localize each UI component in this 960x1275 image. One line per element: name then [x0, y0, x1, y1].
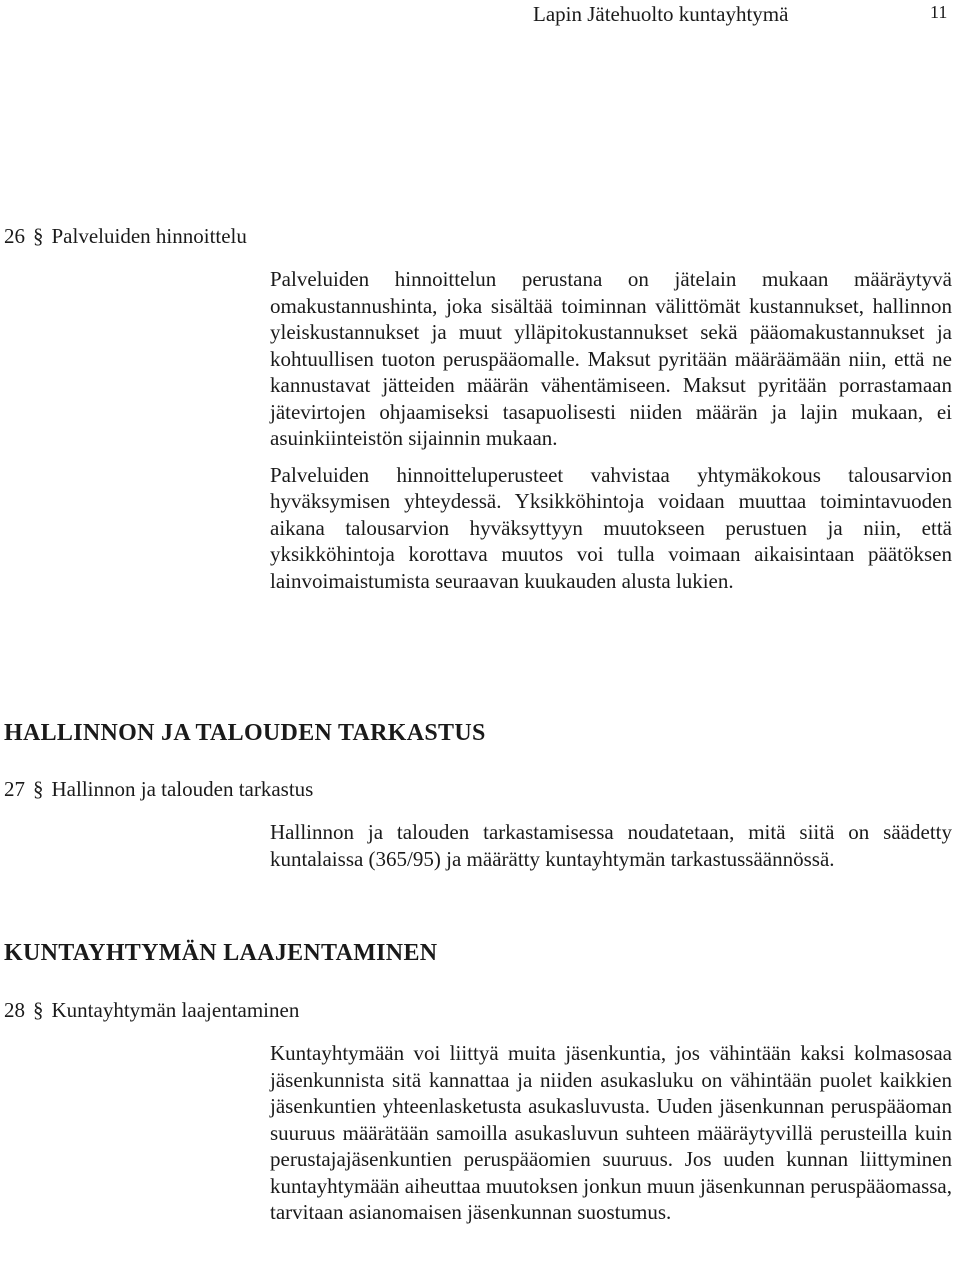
page-number: 11 — [930, 2, 948, 22]
page-header — [0, 2, 960, 32]
section-number: 28 — [4, 998, 25, 1022]
section-number: 26 — [4, 224, 25, 248]
section-26-body — [270, 266, 952, 594]
section-title: Hallinnon ja talouden tarkastus — [51, 777, 314, 801]
section-27-heading — [4, 777, 313, 802]
chapter-heading-audit: HALLINNON JA TALOUDEN TARKASTUS — [4, 720, 486, 746]
section-number: 27 — [4, 777, 25, 801]
section-symbol: § — [33, 777, 44, 801]
section-26-heading — [4, 224, 247, 249]
chapter-heading-expansion: KUNTAYHTYMÄN LAAJENTAMINEN — [4, 940, 438, 966]
section-28-heading — [4, 998, 299, 1023]
paragraph: Palveluiden hinnoitteluperusteet vahvistaa yhtymäkokous talousarvion hyväksymisen yhteydessä. Yksikköhintoja voidaan muuttaa toimintavuoden aikana talousarvion hyväksyttyyn muutokseen perustuen ja niin, että yksikköhintoja korottava muutos voi tulla voimaan aikaisintaan päätöksen lainvoimaistumista seuraavan kuukauden alusta lukien. — [270, 462, 952, 593]
section-title: Kuntayhtymän laajentaminen — [51, 998, 300, 1022]
section-27-body — [270, 819, 952, 872]
paragraph: Palveluiden hinnoittelun perustana on jätelain mukaan määräytyvä omakustannushinta, joka sisältää toiminnan välittömät kustannukset, hallinnon yleiskustannukset ja muut ylläpitokustannukset sekä pääomakustannukset ja kohtuullisen tuoton peruspääomalle. Maksut pyritään määräämään niin, että ne kannustavat jätteiden määrän vähentämiseen. Maksut pyritään porrastamaan jätevirtojen ohjaamiseksi tasapuolisesti niiden määrän ja lajin mukaan, ei asuinkiinteistön sijainnin mukaan. — [270, 267, 952, 450]
section-title: Palveluiden hinnoittelu — [51, 224, 247, 248]
paragraph: Kuntayhtymään voi liittyä muita jäsenkuntia, jos vähintään kaksi kolmasosaa jäsenkunnista sitä kannattaa ja niiden asukasluku on vähintään puolet kaikkien jäsenkuntien yhteenlasketusta asukasluvusta. Uuden jäsenkunnan peruspääoman suuruus määrätään samoilla asukasluvun suhteen määräytyvillä perusteilla kuin perustajajäsenkuntien peruspääomien suuruus. Jos uuden kunnan liittyminen kuntayhtymään aiheuttaa muutoksen jonkun muun jäsenkunnan peruspääomassa, tarvitaan asianomaisen jäsenkunnan suostumus. — [270, 1041, 952, 1224]
section-symbol: § — [33, 998, 44, 1022]
section-28-body — [270, 1040, 952, 1226]
organization-name: Lapin Jätehuolto kuntayhtymä — [533, 2, 789, 26]
section-symbol: § — [33, 224, 44, 248]
paragraph: Hallinnon ja talouden tarkastamisessa noudatetaan, mitä siitä on säädetty kuntalaissa (365/95) ja määrätty kuntayhtymän tarkastussäännössä. — [270, 820, 952, 871]
